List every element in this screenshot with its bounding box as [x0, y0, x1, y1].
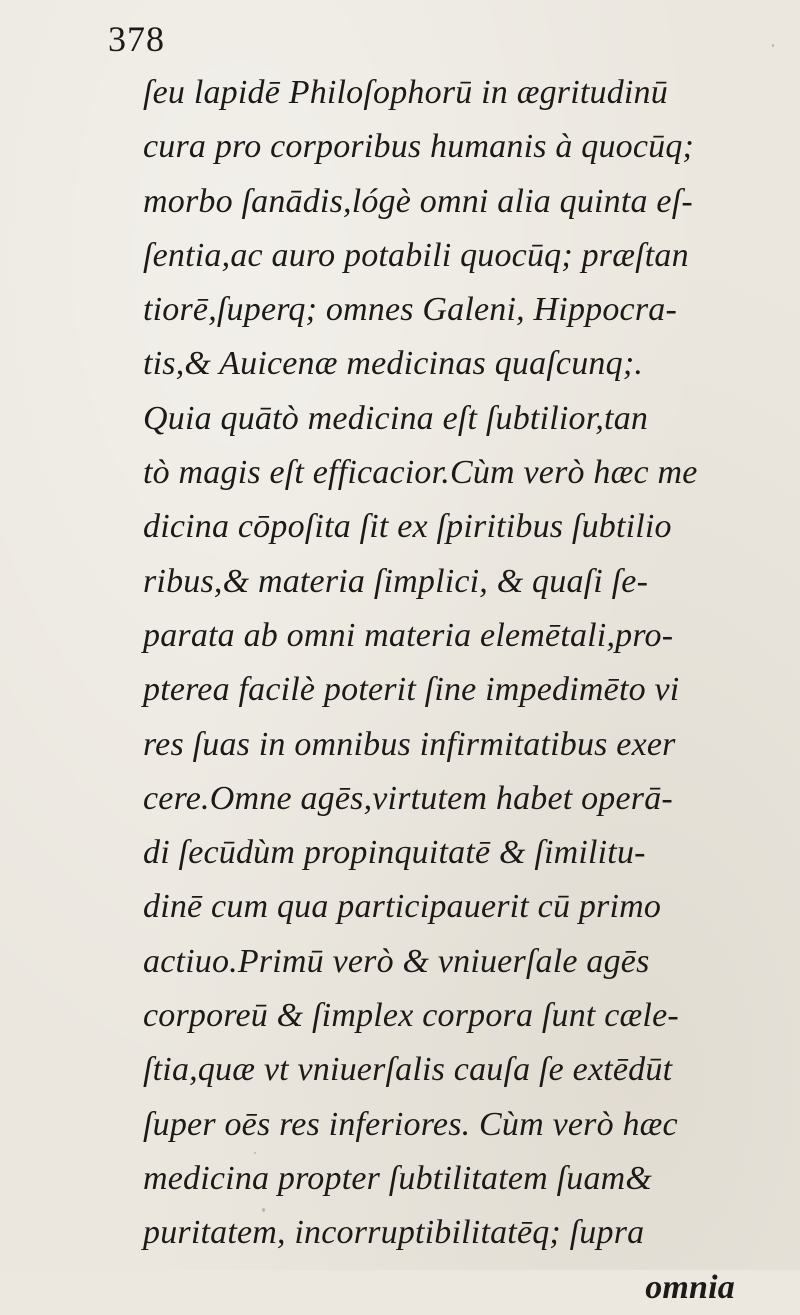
text-line: corporeū & ſimplex corpora ſunt cæle- — [143, 997, 679, 1035]
page-number: 378 — [108, 19, 165, 59]
text-line: tò magis eſt efficacior.Cùm verò hæc me — [143, 454, 698, 492]
text-line: tis,& Auicenæ medicinas quaſcunq;. — [143, 345, 644, 383]
text-line: morbo ſanādis,lógè omni alia quinta eſ- — [143, 182, 693, 220]
text-line: actiuo.Primū verò & vniuerſale agēs — [143, 942, 650, 980]
paper-speck — [262, 1208, 265, 1212]
text-line: ſentia,ac auro potabili quocūq; præſtan — [143, 236, 689, 274]
catchword: omnia — [645, 1268, 735, 1306]
text-line: cura pro corporibus humanis à quocūq; — [143, 128, 695, 166]
text-line: dicina cōpoſita ſit ex ſpiritibus ſubtilio — [143, 508, 672, 546]
text-line: ſtia,quæ vt vniuerſalis cauſa ſe extēdūt — [143, 1051, 673, 1089]
text-line: tiorē,ſuperq; omnes Galeni, Hippocra- — [143, 291, 678, 329]
text-line: puritatem, incorruptibilitatēq; ſupra — [143, 1214, 645, 1252]
text-line: ſuper oēs res inferiores. Cùm verò hæc — [143, 1105, 678, 1143]
paper-speck — [772, 44, 774, 47]
text-line: ſeu lapidē Philoſophorū in ægritudinū — [143, 74, 668, 111]
text-line: di ſecūdùm propinquitatē & ſimilitu- — [143, 834, 646, 872]
paper-speck — [254, 1152, 256, 1154]
text-line: Quia quātò medicina eſt ſubtilior,tan — [143, 399, 649, 437]
text-line: ribus,& materia ſimplici, & quaſi ſe- — [143, 562, 649, 600]
text-line: dinē cum qua participauerit cū primo — [143, 888, 662, 926]
text-line: parata ab omni materia elemētali,pro- — [143, 616, 674, 654]
text-line: pterea facilè poterit ſine impedimēto vi — [143, 671, 680, 709]
text-block — [143, 66, 763, 1315]
text-line: cere.Omne agēs,virtutem habet operā- — [143, 779, 673, 817]
text-line: res ſuas in omnibus infirmitatibus exer — [143, 725, 676, 763]
text-line: medicina propter ſubtilitatem ſuam& — [143, 1159, 653, 1197]
